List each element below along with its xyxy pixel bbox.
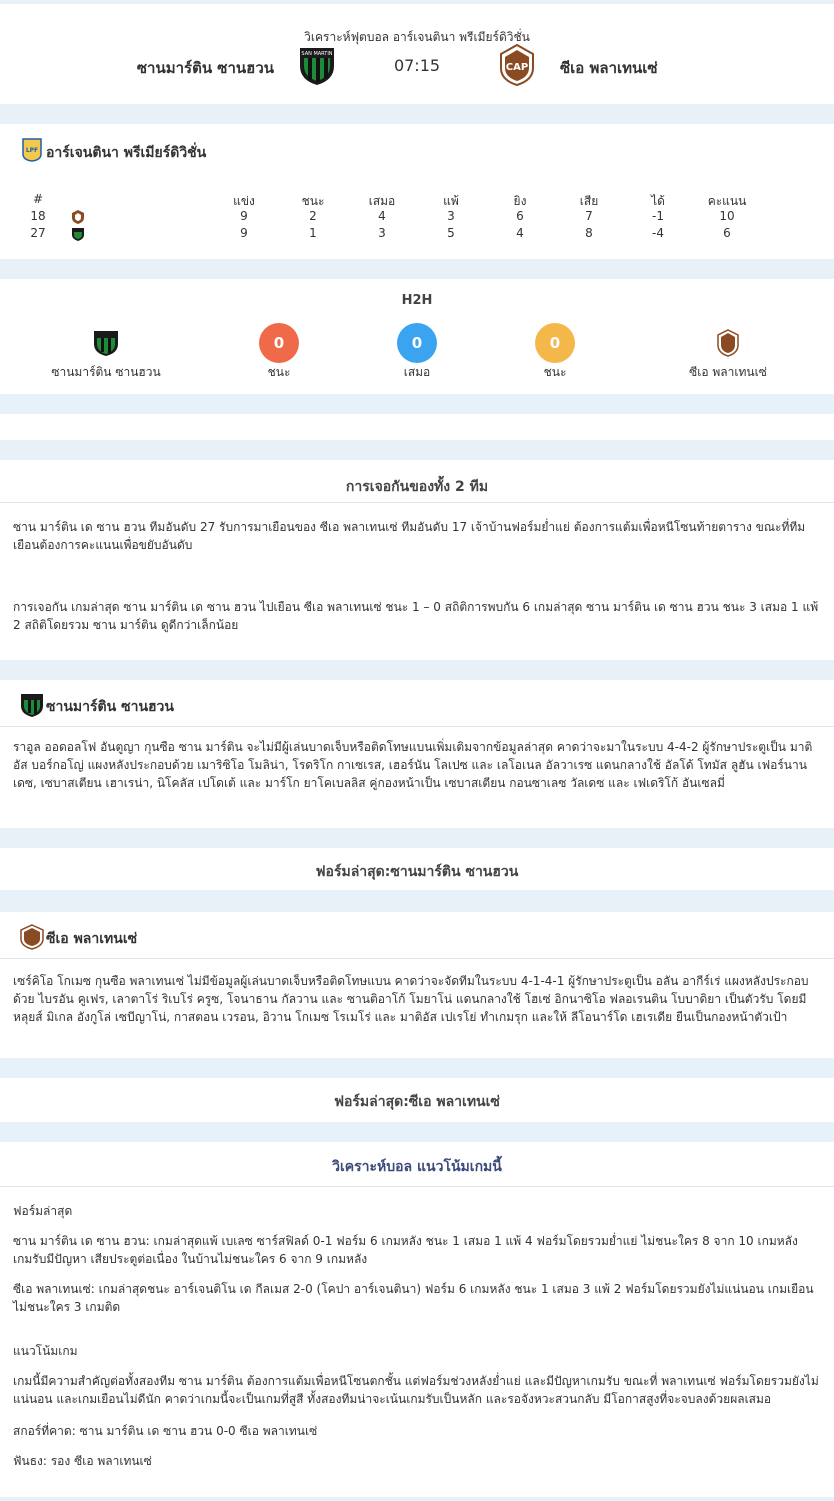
col-rank: # xyxy=(32,192,44,206)
h2h-away-team[interactable]: ซีเอ พลาเทนเซ่ xyxy=(689,365,767,379)
h2h-draws-label: เสมอ xyxy=(403,365,431,379)
home-team-preview: ราอูล ออดอลโฟ อันตูญา กุนซือ ซาน มาร์ติน จะไม่มีผู้เล่นบาดเจ็บหรือติดโทษแบนเพิ่มเติมจากข้อมูลล่าสุด คาดว่าจะมาในระบบ 4-4-2 ผู้รักษาประตูเป็น มาติอัส บอร์กอโญ่ แผงหลังประกอบด้วย เมาริซิโอ โมลิน่า, โรดริโก กาเซเรส, เฮอร์นัน โลเปซ และ เลโอเนล อัลวาเรซ แดนกลางใช้ อัลโด้ โทมัส ลูฮัน เฟอร์นานเดซ, เซบาสเตียน เฮาเรน่า, นิโคลัส เปโดเต้ และ มาร์โก ยาโคเบลลิส คู่กองหน้าเป็น เซบาสเตียน กอนซาเลซ วัลเดซ และ เฟเดริโก้ อันเซลมี่ xyxy=(13,740,813,790)
away-team-mini-icon xyxy=(72,210,84,224)
away-team-section xyxy=(0,912,834,1058)
table-header-row xyxy=(0,192,834,209)
meeting-section xyxy=(0,460,834,660)
away-form-title: ฟอร์มล่าสุด:ซีเอ พลาเทนเซ่ xyxy=(334,1094,500,1110)
home-team-logo-icon[interactable] xyxy=(93,329,119,357)
home-team-section xyxy=(0,680,834,828)
league-name[interactable]: อาร์เจนตินา พรีเมียร์ดิวิชั่น xyxy=(46,145,207,161)
row-win: 2 xyxy=(309,209,317,223)
col-goal-diff: ได้ xyxy=(651,194,665,208)
home-team-name[interactable]: ซานมาร์ติน ซานฮวน xyxy=(136,59,274,77)
final-pick: ฟันธง: รอง ซีเอ พลาเทนเซ่ xyxy=(13,1454,152,1468)
league-standings xyxy=(0,124,834,259)
h2h-home-wins: 0 xyxy=(259,323,299,363)
home-logo-text: SAN MARTIN xyxy=(301,51,333,57)
prediction-section xyxy=(0,1142,834,1497)
col-points: คะแนน xyxy=(707,194,747,208)
row-goal-diff: -4 xyxy=(652,226,664,240)
away-form-analysis: ซีเอ พลาเทนเซ่: เกมล่าสุดชนะ อาร์เจนติโน เด กีลเมส 2-0 (โคปา อาร์เจนตินา) ฟอร์ม 6 เกมหลัง ชนะ 1 เสมอ 3 แพ้ 2 ฟอร์มโดยรวมยังไม่แน่นอน เกมเยือนไม่ชนะใคร 3 เกมติด xyxy=(13,1282,814,1314)
home-team-logo-icon xyxy=(20,692,44,718)
h2h-draws: 0 xyxy=(397,323,437,363)
meeting-paragraph: ซาน มาร์ติน เด ซาน ฮวน ทีมอันดับ 27 รับการมาเยือนของ ซีเอ พลาเทนเซ่ ทีมอันดับ 17 เจ้าบ้านฟอร์มย่ำแย่ ต้องการแต้มเพื่อหนีโซนท้ายตาราง ขณะที่ทีมเยือนต้องการคะแนนเพื่อขยับอันดับ xyxy=(13,520,806,552)
row-rank: 18 xyxy=(30,209,46,223)
table-row[interactable] xyxy=(0,226,834,243)
row-draw: 4 xyxy=(378,209,386,223)
away-team-logo-icon[interactable] xyxy=(717,329,739,357)
col-played: แข่ง xyxy=(233,194,255,208)
h2h-home-team[interactable]: ซานมาร์ติน ซานฮวน xyxy=(51,365,161,379)
match-time: 07:15 xyxy=(393,56,441,75)
col-win: ชนะ xyxy=(301,194,325,208)
row-goals-against: 8 xyxy=(585,226,593,240)
away-form-section xyxy=(0,1078,834,1122)
home-team-heading: ซานมาร์ติน ซานฮวน xyxy=(46,699,174,715)
row-loss: 5 xyxy=(447,226,455,240)
row-goals-for: 6 xyxy=(516,209,524,223)
prediction-title: วิเคราะห์บอล แนวโน้มเกมนี้ xyxy=(332,1159,502,1175)
meeting-paragraph: การเจอกัน เกมล่าสุด ซาน มาร์ติน เด ซาน ฮวน ไปเยือน ซีเอ พลาเทนเซ่ ชนะ 1 – 0 สถิติการพบกัน 6 เกมล่าสุด ซาน มาร์ติน เด ซาน ฮวน ชนะ 3 เสมอ 1 แพ้ 2 สถิติโดยรวม ซาน มาร์ติน ดูดีกว่าเล็กน้อย xyxy=(13,600,819,632)
trend-heading: แนวโน้มเกม xyxy=(13,1344,78,1358)
row-goal-diff: -1 xyxy=(652,209,664,223)
divider xyxy=(0,958,834,959)
h2h-summary xyxy=(0,279,834,394)
trend-analysis: เกมนี้มีความสำคัญต่อทั้งสองทีม ซาน มาร์ติน ต้องการแต้มเพื่อหนีโซนตกชั้น แต่ฟอร์มช่วงหลังย่ำแย่ และมีปัญหาเกมรับ ขณะที่ พลาเทนเซ่ ฟอร์มโดยรวมยังไม่แน่นอน และเกมเยือนไม่ดีนัก คาดว่าเกมนี้จะเป็นเกมที่สูสี ทั้งสองทีมน่าจะเน้นเกมรับเป็นหลัก และรอจังหวะสวนกลับ มีโอกาสสูงที่จะจบลงด้วยผลเสมอ xyxy=(13,1374,819,1406)
row-rank: 27 xyxy=(30,226,46,240)
league-logo-text: LPF xyxy=(25,147,39,154)
col-draw: เสมอ xyxy=(368,194,396,208)
row-played: 9 xyxy=(240,209,248,223)
row-goals-against: 7 xyxy=(585,209,593,223)
standings-table xyxy=(0,192,834,243)
row-goals-for: 4 xyxy=(516,226,524,240)
home-form-analysis: ซาน มาร์ติน เด ซาน ฮวน: เกมล่าสุดแพ้ เบเลซ ซาร์สฟิลด์ 0-1 ฟอร์ม 6 เกมหลัง ชนะ 1 เสมอ 1 แพ้ 4 ฟอร์มโดยรวมย่ำแย่ ไม่ชนะใคร 8 จาก 10 เกมหลัง เกมรับมีปัญหา เสียประตูต่อเนื่อง ในบ้านไม่ชนะใคร 6 จาก 9 เกมหลัง xyxy=(13,1234,798,1266)
away-team-heading: ซีเอ พลาเทนเซ่ xyxy=(46,931,138,947)
row-points: 6 xyxy=(723,226,731,240)
meeting-title: การเจอกันของทั้ง 2 ทีม xyxy=(345,479,489,495)
h2h-home-wins-label: ชนะ xyxy=(267,365,291,379)
row-win: 1 xyxy=(309,226,317,240)
form-heading: ฟอร์มล่าสุด xyxy=(13,1204,73,1218)
h2h-away-wins: 0 xyxy=(535,323,575,363)
home-team-mini-icon xyxy=(72,227,84,241)
match-header xyxy=(0,4,834,104)
row-points: 10 xyxy=(719,209,735,223)
col-goals-for: ยิง xyxy=(513,194,527,208)
away-team-logo-icon[interactable] xyxy=(500,44,534,86)
h2h-away-wins-label: ชนะ xyxy=(543,365,567,379)
divider xyxy=(0,1186,834,1187)
h2h-title: H2H xyxy=(401,293,433,308)
home-form-title: ฟอร์มล่าสุด:ซานมาร์ติน ซานฮวน xyxy=(315,864,519,880)
row-played: 9 xyxy=(240,226,248,240)
divider xyxy=(0,502,834,503)
away-team-name[interactable]: ซีเอ พลาเทนเซ่ xyxy=(560,59,658,77)
predicted-score: สกอร์ที่คาด: ซาน มาร์ติน เด ซาน ฮวน 0-0 ซีเอ พลาเทนเซ่ xyxy=(13,1424,318,1438)
away-logo-text: CAP xyxy=(505,62,529,73)
col-goals-against: เสีย xyxy=(579,194,599,208)
row-loss: 3 xyxy=(447,209,455,223)
row-draw: 3 xyxy=(378,226,386,240)
empty-panel xyxy=(0,414,834,440)
away-team-logo-icon xyxy=(20,924,44,950)
home-form-section xyxy=(0,848,834,890)
match-subtitle: วิเคราะห์ฟุตบอล อาร์เจนตินา พรีเมียร์ดิวิชั่น xyxy=(304,30,530,44)
table-row[interactable] xyxy=(0,209,834,226)
away-team-preview: เซร์คิโอ โกเมซ กุนซือ พลาเทนเซ่ ไม่มีข้อมูลผู้เล่นบาดเจ็บหรือติดโทษแบน คาดว่าจะจัดทีมในระบบ 4-1-4-1 ผู้รักษาประตูเป็น อลัน อากีร์เร่ แผงหลังประกอบด้วย ไบรอัน คูเฟร, เลาตาโร่ ริเบโร่ ครูซ, โจนาธาน กัลวาน และ ซานติอาโก้ โมยาโน่ แดนกลางใช้ โฮเซ่ อิกนาซิโอ ฟลอเรนติน โบบาดิยา เป็นตัวรับ โดยมี หลุยส์ มิเกล อังกูโล่ เซบีญาโน่, กาสตอน เวรอน, อิวาน โกเมซ โรเมโร่ และ มาติอัส เปเรโย่ ทำเกมรุก และให้ ลีโอนาร์โด เฮเรเดีย ยืนเป็นกองหน้าตัวเป้า xyxy=(13,974,809,1024)
col-loss: แพ้ xyxy=(443,194,459,208)
league-logo-icon xyxy=(22,138,42,162)
divider xyxy=(0,726,834,727)
